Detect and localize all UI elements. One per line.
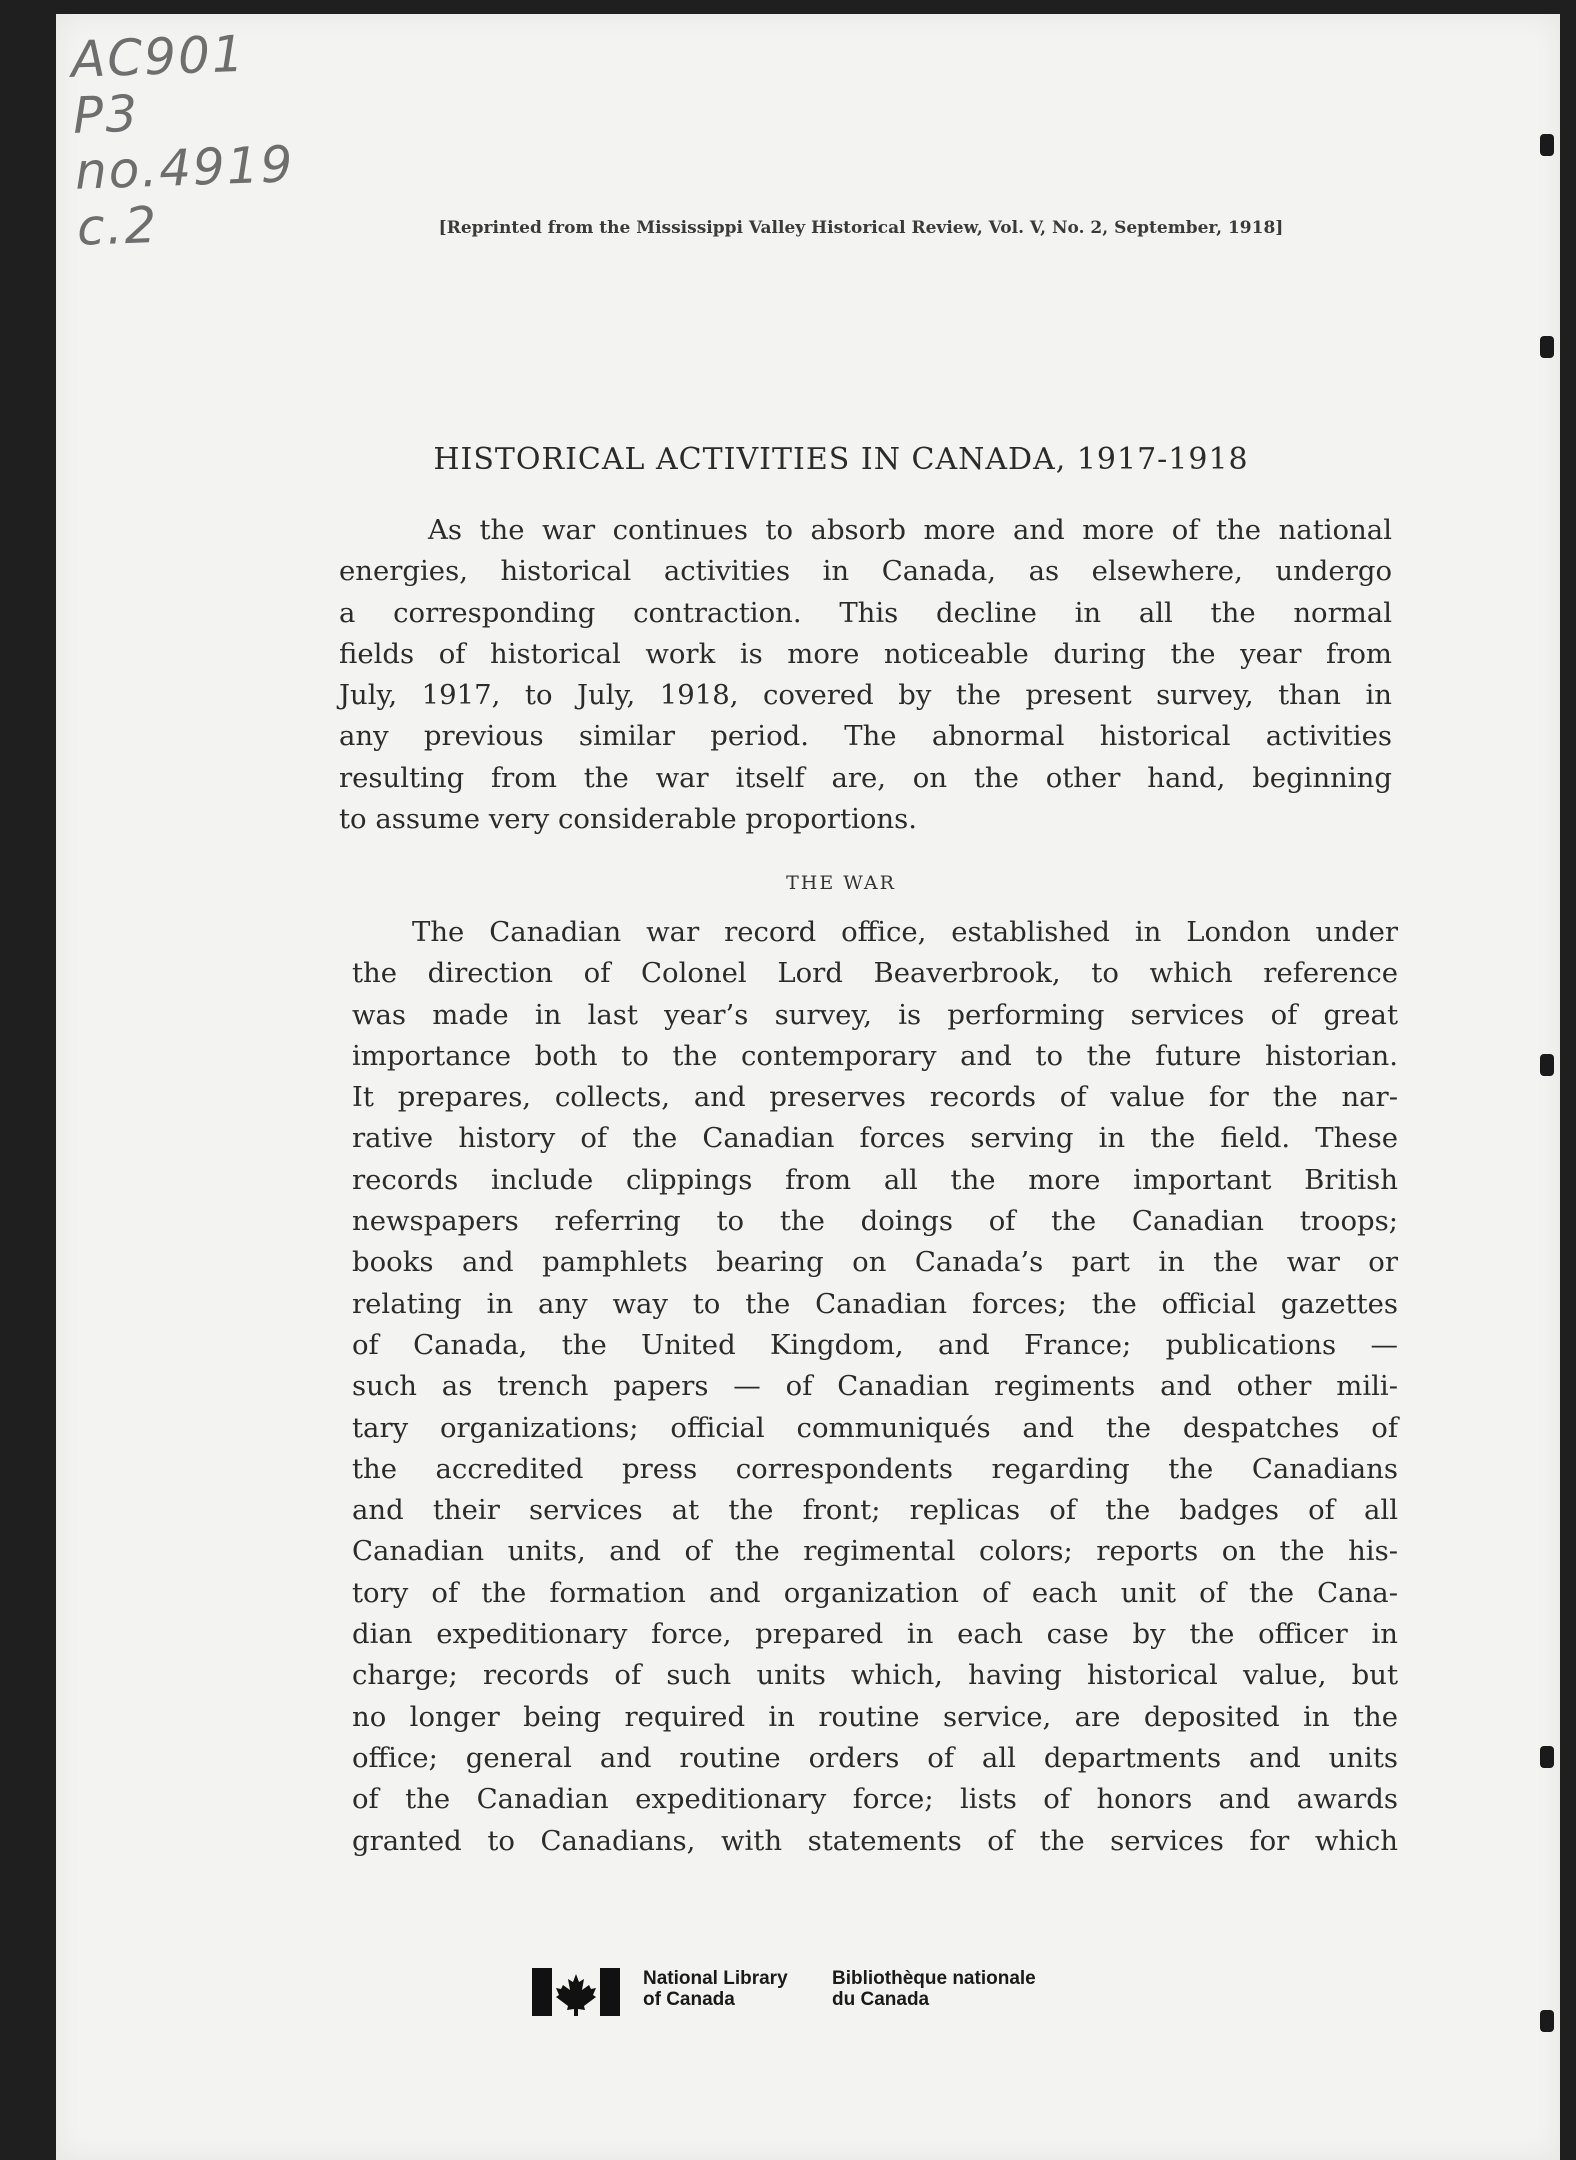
binding-mark: [1540, 1054, 1554, 1076]
text-line: charge; records of such units which, having historical value, but: [352, 1659, 1398, 1692]
binding-mark: [1540, 336, 1554, 358]
war-paragraph: [352, 912, 1398, 1862]
canada-flag-icon: [532, 1968, 620, 2016]
section-heading: THE WAR: [786, 872, 896, 894]
library-name-line: du Canada: [832, 1989, 930, 2010]
call-number-line: c.2: [75, 195, 160, 257]
library-name-english: [643, 1968, 788, 2010]
text-line: Canadian units, and of the regimental colors; reports on the his-: [352, 1535, 1398, 1568]
text-line: newspapers referring to the doings of the Canadian troops;: [352, 1205, 1398, 1238]
text-line: a corresponding contraction. This decline in all the normal: [339, 596, 1392, 629]
text-line: tory of the formation and organization of each unit of the Cana-: [352, 1576, 1398, 1609]
library-name-line: of Canada: [643, 1989, 735, 2010]
text-line: the direction of Colonel Lord Beaverbrook, to which reference: [352, 957, 1398, 990]
text-line: the accredited press correspondents regarding the Canadians: [352, 1452, 1398, 1485]
library-name-line: National Library: [643, 1968, 788, 1989]
text-line: of Canada, the United Kingdom, and France; publications —: [352, 1328, 1398, 1361]
article-title: HISTORICAL ACTIVITIES IN CANADA, 1917-1918: [433, 442, 1249, 477]
text-line: importance both to the contemporary and to the future historian.: [352, 1039, 1398, 1072]
library-name-line: Bibliothèque nationale: [832, 1968, 1036, 1989]
text-line: such as trench papers — of Canadian regiments and other mili-: [352, 1370, 1398, 1403]
text-line: dian expeditionary force, prepared in each case by the officer in: [352, 1618, 1398, 1651]
text-line: books and pamphlets bearing on Canada’s part in the war or: [352, 1246, 1398, 1279]
text-line: any previous similar period. The abnormal historical activities: [339, 720, 1392, 753]
text-line: resulting from the war itself are, on the other hand, beginning: [339, 761, 1392, 794]
call-number-line: P3: [72, 84, 141, 145]
text-line: tary organizations; official communiqués and the despatches of: [352, 1411, 1398, 1444]
text-line: relating in any way to the Canadian forces; the official gazettes: [352, 1287, 1398, 1320]
text-line: rative history of the Canadian forces serving in the field. These: [352, 1122, 1398, 1155]
handwritten-call-number: [70, 24, 297, 256]
text-line: energies, historical activities in Canada, as elsewhere, undergo: [339, 555, 1392, 588]
binding-mark: [1540, 1746, 1554, 1768]
text-line: office; general and routine orders of all departments and units: [352, 1741, 1398, 1774]
call-number-line: AC901: [70, 24, 247, 89]
library-logo: [532, 1968, 1132, 2038]
binding-mark: [1540, 2010, 1554, 2032]
intro-paragraph: [339, 510, 1392, 840]
document-page: [56, 14, 1560, 2160]
text-line: and their services at the front; replicas of the badges of all: [352, 1494, 1398, 1527]
text-line: to assume very considerable proportions.: [339, 803, 917, 836]
reprint-note: [Reprinted from the Mississippi Valley Historical Review, Vol. V, No. 2, September, 1918]: [438, 218, 1284, 238]
text-line: As the war continues to absorb more and more of the national: [428, 514, 1392, 546]
library-name-french: [832, 1968, 1036, 2010]
text-line: It prepares, collects, and preserves records of value for the nar-: [352, 1081, 1398, 1114]
text-line: no longer being required in routine service, are deposited in the: [352, 1700, 1398, 1733]
call-number-line: no.4919: [74, 135, 296, 201]
text-line: was made in last year’s survey, is performing services of great: [352, 998, 1398, 1031]
binding-mark: [1540, 134, 1554, 156]
text-line: records include clippings from all the more important British: [352, 1163, 1398, 1196]
text-line: of the Canadian expeditionary force; lists of honors and awards: [352, 1783, 1398, 1816]
text-line: July, 1917, to July, 1918, covered by the present survey, than in: [339, 679, 1392, 712]
text-line: fields of historical work is more noticeable during the year from: [339, 637, 1392, 670]
text-line: granted to Canadians, with statements of the services for which: [352, 1824, 1398, 1857]
text-line: The Canadian war record office, established in London under: [412, 916, 1398, 948]
